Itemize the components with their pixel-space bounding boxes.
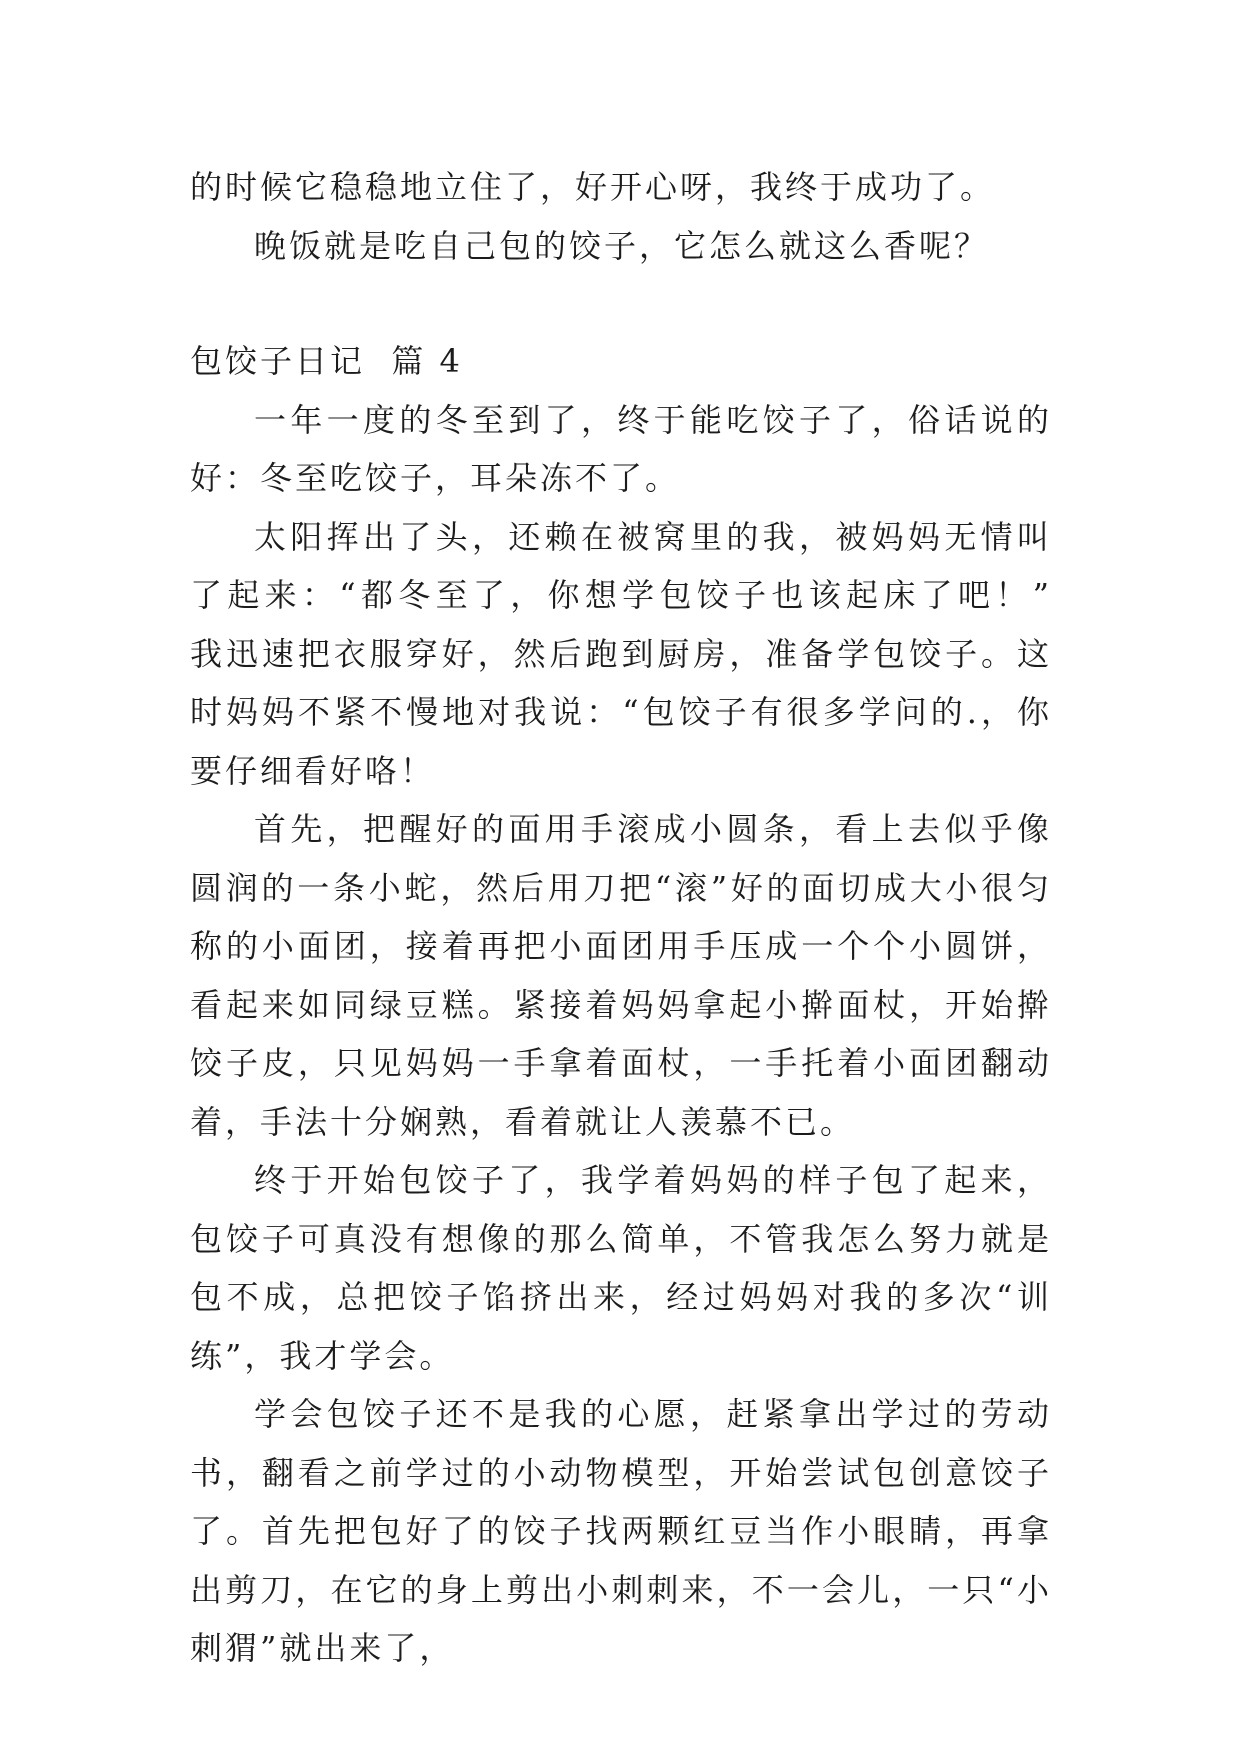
paragraph: 晚饭就是吃自己包的饺子，它怎么就这么香呢？ bbox=[254, 226, 990, 265]
document-body bbox=[190, 158, 1088, 1678]
section-heading: 包饺子日记 篇 4 bbox=[190, 342, 463, 380]
paragraph: 太阳挥出了头，还赖在被窝里的我，被妈妈无情叫了起来：“都冬至了，你想学包饺子也该起床了吧！” 我迅速把衣服穿好，然后跑到厨房，准备学包饺子。这时妈妈不紧不慢地对我说：“包饺子有很多学问的.，你要仔细看好咯！ bbox=[190, 517, 1088, 790]
paragraph: 首先，把醒好的面用手滚成小圆条，看上去似乎像圆润的一条小蛇，然后用刀把“滚”好的面切成大小很匀称的小面团，接着再把小面团用手压成一个个小圆饼，看起来如同绿豆糕。紧接着妈妈拿起小擀面杖，开始擀饺子皮，只见妈妈一手拿着面杖，一手托着小面团翻动着，手法十分娴熟，看着就让人羡慕不已。 bbox=[190, 810, 1052, 1141]
paragraph: 的时候它稳稳地立住了，好开心呀，我终于成功了。 bbox=[190, 168, 996, 206]
paragraph: 学会包饺子还不是我的心愿，赶紧拿出学过的劳动书，翻看之前学过的小动物模型，开始尝试包创意饺子了。首先把包好了的饺子找两颗红豆当作小眼睛，再拿出剪刀，在它的身上剪出小刺刺来，不一会儿，一只“小刺猬”就出来了， bbox=[190, 1395, 1052, 1667]
paragraph: 一年一度的冬至到了，终于能吃饺子了，俗话说的好：冬至吃饺子，耳朵冻不了。 bbox=[190, 400, 1052, 497]
paragraph: 终于开始包饺子了，我学着妈妈的样子包了起来，包饺子可真没有想像的那么简单，不管我怎么努力就是包不成，总把饺子馅挤出来，经过妈妈对我的多次“训练”，我才学会。 bbox=[190, 1161, 1052, 1375]
